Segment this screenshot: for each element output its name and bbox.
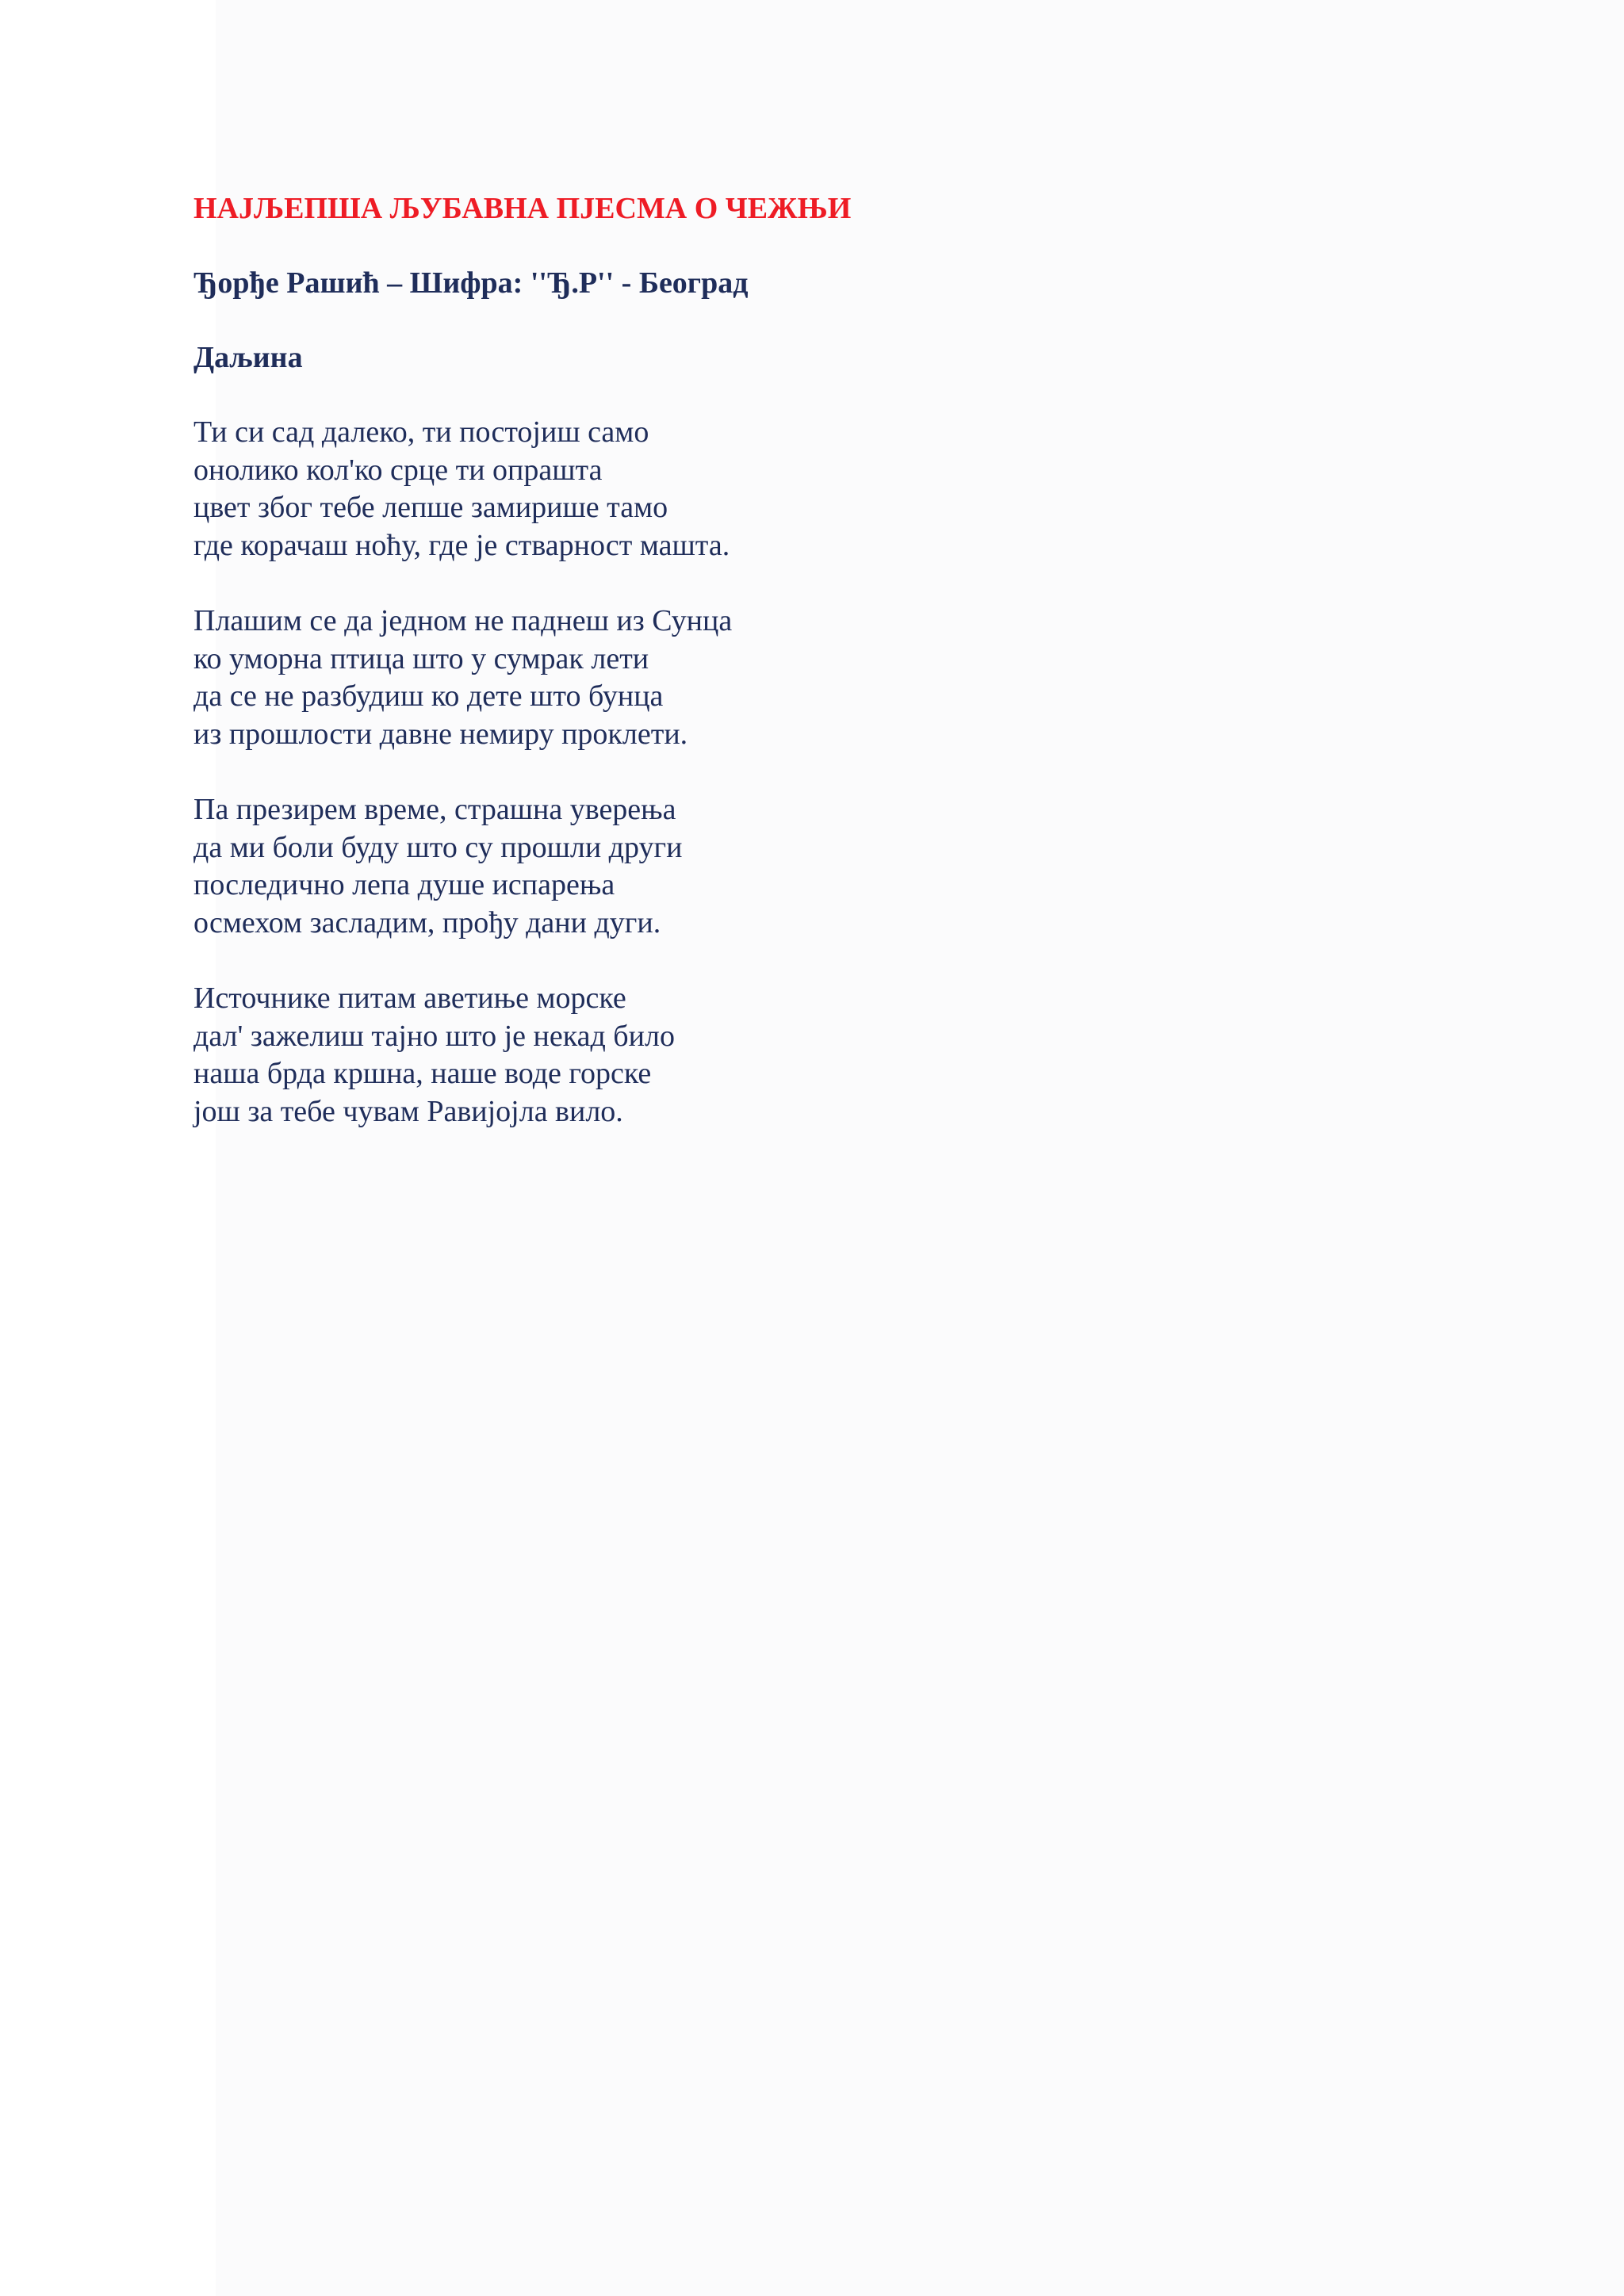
poem-line: дал' зажелиш тајно што је некад било	[193, 1019, 675, 1053]
poem-line: где корачаш ноћу, где је стварност машта.	[193, 528, 730, 562]
poem-line: последично лепа душе испарења	[193, 868, 615, 901]
poem-line: Источнике питам аветиње морске	[193, 982, 626, 1015]
poem-line: ко уморна птица што у сумрак лети	[193, 641, 649, 675]
stanza	[193, 980, 1383, 1131]
stanza	[193, 414, 1383, 564]
poem-line: још за тебе чувам Равијојла вило.	[193, 1094, 623, 1128]
poem-line: онолико кол'ко срце ти опрашта	[193, 453, 603, 487]
poem-line: да се не разбудиш ко дете што бунца	[193, 679, 664, 713]
poem-line: да ми боли буду што су прошли други	[193, 830, 683, 864]
author-line: Ђорђе Рашић – Шифра: ''Ђ.Р'' - Београд	[193, 266, 749, 300]
stanza	[193, 791, 1383, 942]
poem-line: Ти си сад далеко, ти постојиш само	[193, 415, 649, 449]
document-title: НАЈЉЕПША ЉУБАВНА ПЈЕСМА О ЧЕЖЊИ	[193, 192, 852, 225]
poem-line: Па презирем време, страшна уверења	[193, 793, 676, 826]
poem-line: наша брда кршна, наше воде горске	[193, 1057, 652, 1090]
document-content	[193, 190, 1383, 1131]
stanza	[193, 603, 1383, 753]
poem-line: осмехом засладим, прођу дани дуги.	[193, 905, 661, 939]
poem-line: цвет због тебе лепше замирише тамо	[193, 491, 668, 524]
poem-line: из прошлости давне немиру проклети.	[193, 717, 688, 751]
poem-line: Плашим се да једном не паднеш из Сунца	[193, 604, 733, 637]
poem-title: Даљина	[193, 341, 303, 374]
